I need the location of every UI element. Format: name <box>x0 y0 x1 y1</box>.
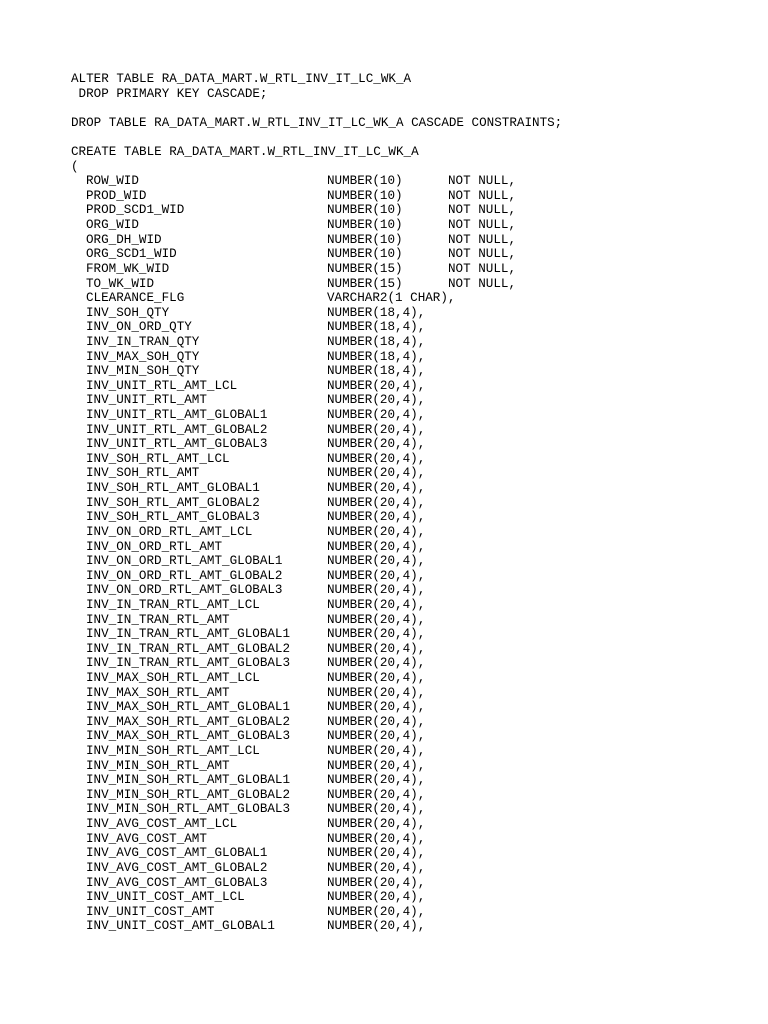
column-type: NUMBER(15) <box>327 261 403 276</box>
column-type: NUMBER(20,4), <box>327 817 426 832</box>
column-type: NUMBER(20,4), <box>327 378 426 393</box>
column-definition-row <box>71 905 562 920</box>
column-name: INV_ON_ORD_RTL_AMT_GLOBAL1 <box>86 554 283 569</box>
column-name: INV_AVG_COST_AMT_GLOBAL3 <box>86 875 268 890</box>
column-definition-row <box>71 320 562 335</box>
column-definition-row <box>71 408 562 423</box>
column-type: NUMBER(18,4), <box>327 320 426 335</box>
column-definitions <box>71 174 562 934</box>
column-type: NUMBER(20,4), <box>327 422 426 437</box>
open-paren: ( <box>71 159 79 174</box>
column-name: INV_IN_TRAN_RTL_AMT_GLOBAL1 <box>86 627 291 642</box>
column-name: PROD_SCD1_WID <box>86 203 185 218</box>
column-type: NUMBER(20,4), <box>327 729 426 744</box>
column-name: INV_ON_ORD_RTL_AMT_GLOBAL2 <box>86 568 283 583</box>
blank-line <box>71 130 562 145</box>
column-type: NUMBER(20,4), <box>327 875 426 890</box>
column-definition-row <box>71 510 562 525</box>
column-type: NUMBER(20,4), <box>327 597 426 612</box>
column-nullability: NOT NULL, <box>448 188 517 203</box>
column-type: NUMBER(20,4), <box>327 919 426 934</box>
column-name: INV_UNIT_COST_AMT_GLOBAL1 <box>86 919 275 934</box>
column-name: INV_ON_ORD_RTL_AMT_GLOBAL3 <box>86 583 283 598</box>
column-type: NUMBER(20,4), <box>327 744 426 759</box>
column-type: NUMBER(20,4), <box>327 904 426 919</box>
column-definition-row <box>71 627 562 642</box>
column-definition-row <box>71 335 562 350</box>
column-name: INV_MAX_SOH_RTL_AMT_LCL <box>86 670 260 685</box>
alter-statement-line: ALTER TABLE RA_DATA_MART.W_RTL_INV_IT_LC_WK_A <box>71 72 412 86</box>
column-type: NUMBER(10) <box>327 203 403 218</box>
column-type: NUMBER(18,4), <box>327 364 426 379</box>
column-type: NUMBER(18,4), <box>327 334 426 349</box>
column-name: PROD_WID <box>86 188 147 203</box>
column-type: NUMBER(20,4), <box>327 539 426 554</box>
column-type: NUMBER(20,4), <box>327 510 426 525</box>
column-type: NUMBER(10) <box>327 218 403 233</box>
column-name: FROM_WK_WID <box>86 261 170 276</box>
column-type: NUMBER(20,4), <box>327 860 426 875</box>
column-name: INV_UNIT_RTL_AMT <box>86 393 207 408</box>
column-definition-row <box>71 861 562 876</box>
column-definition-row <box>71 540 562 555</box>
column-name: INV_MAX_SOH_RTL_AMT <box>86 685 230 700</box>
column-type: NUMBER(20,4), <box>327 481 426 496</box>
column-type: NUMBER(20,4), <box>327 524 426 539</box>
column-definition-row <box>71 759 562 774</box>
column-definition-row <box>71 554 562 569</box>
column-definition-row <box>71 671 562 686</box>
column-definition-row <box>71 364 562 379</box>
column-type: NUMBER(20,4), <box>327 758 426 773</box>
column-type: NUMBER(20,4), <box>327 773 426 788</box>
column-type: NUMBER(20,4), <box>327 568 426 583</box>
column-type: NUMBER(20,4), <box>327 685 426 700</box>
column-definition-row <box>71 189 562 204</box>
column-type: NUMBER(20,4), <box>327 714 426 729</box>
column-name: INV_MIN_SOH_RTL_AMT <box>86 758 230 773</box>
column-definition-row <box>71 393 562 408</box>
column-definition-row <box>71 802 562 817</box>
column-type: NUMBER(20,4), <box>327 437 426 452</box>
column-nullability: NOT NULL, <box>448 276 517 291</box>
column-name: INV_UNIT_RTL_AMT_GLOBAL1 <box>86 408 268 423</box>
column-definition-row <box>71 247 562 262</box>
column-name: INV_MAX_SOH_RTL_AMT_GLOBAL1 <box>86 700 291 715</box>
column-definition-row <box>71 744 562 759</box>
column-name: INV_MIN_SOH_RTL_AMT_GLOBAL2 <box>86 787 291 802</box>
column-definition-row <box>71 686 562 701</box>
column-name: ORG_WID <box>86 218 139 233</box>
column-name: INV_SOH_RTL_AMT_GLOBAL3 <box>86 510 260 525</box>
column-definition-row <box>71 277 562 292</box>
column-nullability: NOT NULL, <box>448 232 517 247</box>
column-definition-row <box>71 832 562 847</box>
column-type: NUMBER(20,4), <box>327 670 426 685</box>
column-name: CLEARANCE_FLG <box>86 291 185 306</box>
column-type: NUMBER(20,4), <box>327 393 426 408</box>
column-type: NUMBER(20,4), <box>327 451 426 466</box>
column-name: INV_AVG_COST_AMT_GLOBAL1 <box>86 846 268 861</box>
column-type: VARCHAR2(1 CHAR), <box>327 291 456 306</box>
column-nullability: NOT NULL, <box>448 218 517 233</box>
column-type: NUMBER(20,4), <box>327 831 426 846</box>
column-definition-row <box>71 598 562 613</box>
blank-line <box>71 101 562 116</box>
column-definition-row <box>71 846 562 861</box>
column-definition-row <box>71 919 562 934</box>
create-table-statement: CREATE TABLE RA_DATA_MART.W_RTL_INV_IT_LC_WK_A <box>71 145 419 160</box>
column-type: NUMBER(10) <box>327 174 403 189</box>
column-definition-row <box>71 817 562 832</box>
column-name: ROW_WID <box>86 174 139 189</box>
column-definition-row <box>71 583 562 598</box>
column-type: NUMBER(20,4), <box>327 802 426 817</box>
column-definition-row <box>71 466 562 481</box>
column-name: INV_ON_ORD_RTL_AMT_LCL <box>86 524 253 539</box>
column-name: INV_UNIT_RTL_AMT_GLOBAL2 <box>86 422 268 437</box>
column-name: INV_MIN_SOH_RTL_AMT_GLOBAL3 <box>86 802 291 817</box>
column-type: NUMBER(18,4), <box>327 305 426 320</box>
column-definition-row <box>71 306 562 321</box>
column-definition-row <box>71 788 562 803</box>
drop-primary-key-line: DROP PRIMARY KEY CASCADE; <box>71 86 268 101</box>
column-type: NUMBER(10) <box>327 232 403 247</box>
column-type: NUMBER(20,4), <box>327 700 426 715</box>
sql-document <box>71 72 562 934</box>
column-name: INV_UNIT_RTL_AMT_GLOBAL3 <box>86 437 268 452</box>
column-type: NUMBER(20,4), <box>327 583 426 598</box>
column-definition-row <box>71 876 562 891</box>
column-definition-row <box>71 481 562 496</box>
column-name: INV_MIN_SOH_RTL_AMT_LCL <box>86 744 260 759</box>
column-definition-row <box>71 715 562 730</box>
column-type: NUMBER(20,4), <box>327 656 426 671</box>
column-type: NUMBER(20,4), <box>327 627 426 642</box>
column-definition-row <box>71 642 562 657</box>
column-type: NUMBER(18,4), <box>327 349 426 364</box>
column-name: ORG_DH_WID <box>86 232 162 247</box>
column-name: INV_IN_TRAN_RTL_AMT_GLOBAL2 <box>86 641 291 656</box>
column-name: INV_UNIT_RTL_AMT_LCL <box>86 378 238 393</box>
column-name: INV_MAX_SOH_RTL_AMT_GLOBAL2 <box>86 714 291 729</box>
column-definition-row <box>71 613 562 628</box>
column-name: INV_MAX_SOH_RTL_AMT_GLOBAL3 <box>86 729 291 744</box>
column-name: INV_SOH_RTL_AMT <box>86 466 200 481</box>
column-name: INV_IN_TRAN_QTY <box>86 334 200 349</box>
column-name: INV_SOH_QTY <box>86 305 170 320</box>
column-type: NUMBER(10) <box>327 247 403 262</box>
column-definition-row <box>71 525 562 540</box>
column-name: INV_IN_TRAN_RTL_AMT_LCL <box>86 597 260 612</box>
column-definition-row <box>71 437 562 452</box>
column-name: INV_SOH_RTL_AMT_GLOBAL2 <box>86 495 260 510</box>
column-definition-row <box>71 773 562 788</box>
column-name: INV_IN_TRAN_RTL_AMT_GLOBAL3 <box>86 656 291 671</box>
column-type: NUMBER(10) <box>327 188 403 203</box>
column-name: INV_AVG_COST_AMT_LCL <box>86 817 238 832</box>
column-definition-row <box>71 452 562 467</box>
column-type: NUMBER(20,4), <box>327 890 426 905</box>
column-name: INV_UNIT_COST_AMT_LCL <box>86 890 245 905</box>
column-definition-row <box>71 496 562 511</box>
column-type: NUMBER(20,4), <box>327 641 426 656</box>
column-type: NUMBER(20,4), <box>327 554 426 569</box>
column-definition-row <box>71 218 562 233</box>
column-name: INV_SOH_RTL_AMT_LCL <box>86 451 230 466</box>
column-type: NUMBER(20,4), <box>327 408 426 423</box>
column-definition-row <box>71 233 562 248</box>
column-type: NUMBER(20,4), <box>327 787 426 802</box>
column-definition-row <box>71 203 562 218</box>
column-nullability: NOT NULL, <box>448 174 517 189</box>
column-nullability: NOT NULL, <box>448 261 517 276</box>
column-definition-row <box>71 890 562 905</box>
column-definition-row <box>71 174 562 189</box>
column-nullability: NOT NULL, <box>448 203 517 218</box>
column-definition-row <box>71 700 562 715</box>
column-definition-row <box>71 423 562 438</box>
column-name: INV_MAX_SOH_QTY <box>86 349 200 364</box>
column-definition-row <box>71 379 562 394</box>
column-name: INV_UNIT_COST_AMT <box>86 904 215 919</box>
drop-table-statement: DROP TABLE RA_DATA_MART.W_RTL_INV_IT_LC_WK_A CASCADE CONSTRAINTS; <box>71 115 563 130</box>
column-name: INV_ON_ORD_RTL_AMT <box>86 539 223 554</box>
column-name: INV_IN_TRAN_RTL_AMT <box>86 612 230 627</box>
column-name: INV_AVG_COST_AMT_GLOBAL2 <box>86 860 268 875</box>
column-name: INV_SOH_RTL_AMT_GLOBAL1 <box>86 481 260 496</box>
column-name: ORG_SCD1_WID <box>86 247 177 262</box>
column-type: NUMBER(20,4), <box>327 846 426 861</box>
column-definition-row <box>71 569 562 584</box>
column-name: INV_MIN_SOH_QTY <box>86 364 200 379</box>
column-type: NUMBER(20,4), <box>327 612 426 627</box>
column-name: TO_WK_WID <box>86 276 155 291</box>
column-definition-row <box>71 291 562 306</box>
column-definition-row <box>71 729 562 744</box>
column-type: NUMBER(20,4), <box>327 495 426 510</box>
column-name: INV_ON_ORD_QTY <box>86 320 192 335</box>
column-nullability: NOT NULL, <box>448 247 517 262</box>
column-name: INV_MIN_SOH_RTL_AMT_GLOBAL1 <box>86 773 291 788</box>
column-name: INV_AVG_COST_AMT <box>86 831 207 846</box>
column-type: NUMBER(15) <box>327 276 403 291</box>
column-definition-row <box>71 350 562 365</box>
column-type: NUMBER(20,4), <box>327 466 426 481</box>
column-definition-row <box>71 262 562 277</box>
column-definition-row <box>71 656 562 671</box>
